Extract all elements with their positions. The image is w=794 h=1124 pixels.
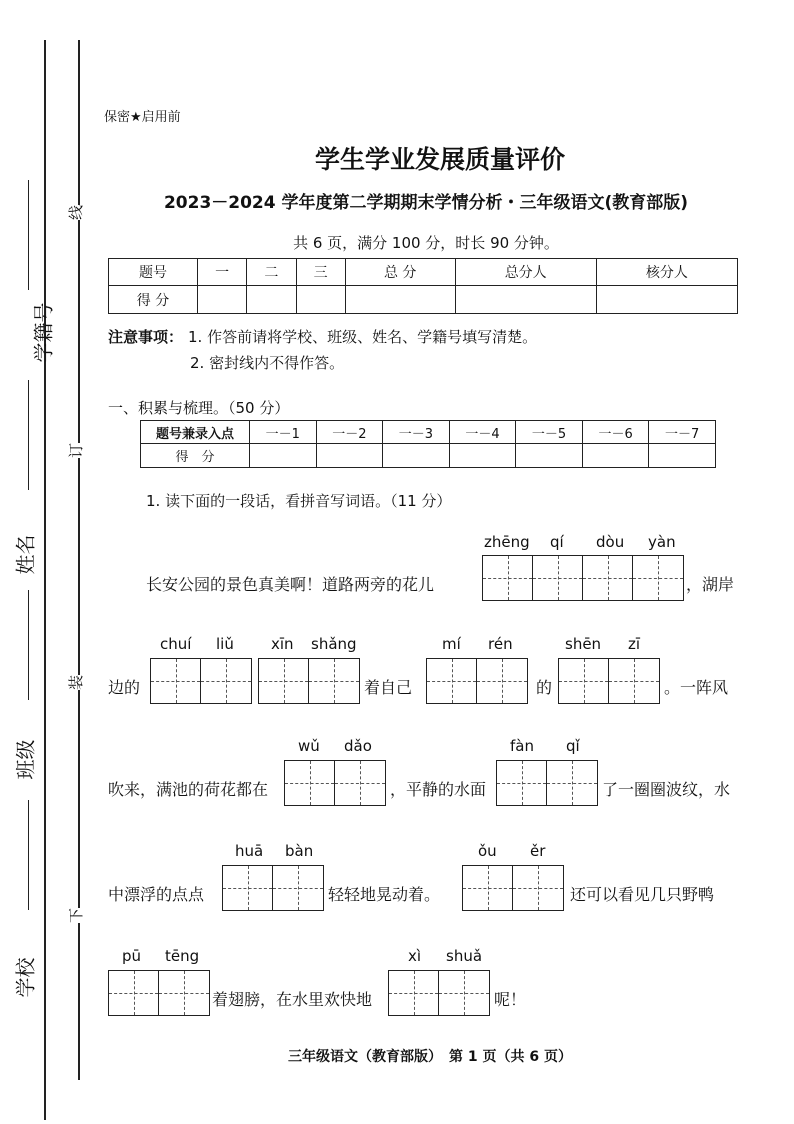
score-cell (198, 286, 247, 314)
secret-label: 保密★启用前 (104, 110, 181, 125)
section1-table-header: 一－3 (383, 421, 450, 444)
pinyin: dòu (596, 533, 625, 551)
seal-mark-cut: 订 (67, 442, 86, 459)
pinyin: qǐ (566, 737, 580, 755)
pinyin: fàn (510, 737, 534, 755)
pinyin: xīn (271, 635, 294, 653)
score-cell (345, 286, 455, 314)
pinyin: mí (442, 635, 461, 653)
pinyin: shǎng (311, 635, 357, 653)
pinyin: qí (550, 533, 564, 551)
passage-text: ，湖岸 (686, 575, 735, 594)
passage-text: 轻轻地晃动着。 (328, 885, 441, 904)
pinyin: bàn (285, 842, 314, 860)
pinyin: dǎo (344, 737, 372, 755)
pinyin: shuǎ (446, 947, 483, 965)
page-footer: 三年级语文（教育部版） 第 1 页（共 6 页） (288, 1049, 572, 1065)
answer-grid-xinshang[interactable] (258, 658, 360, 704)
score-table-header: 总分人 (455, 259, 596, 286)
answer-grid-wudao[interactable] (284, 760, 386, 806)
pinyin: tēng (165, 947, 200, 965)
passage-text: 了一圈圈波纹，水 (602, 780, 731, 799)
section1-table-header: 一－2 (316, 421, 383, 444)
section1-score-cell (516, 444, 583, 468)
pinyin: zī (628, 635, 641, 653)
pinyin: shēn (565, 635, 602, 653)
pinyin: rén (488, 635, 513, 653)
score-table-header: 总 分 (345, 259, 455, 286)
passage-text: 中漂浮的点点 (108, 885, 205, 904)
pinyin: ěr (530, 842, 546, 860)
pinyin: huā (235, 842, 264, 860)
notes-item-2: 2. 密封线内不得作答。 (190, 354, 345, 372)
section1-row-label: 得 分 (141, 444, 250, 468)
exam-subtitle: 2023－2024 学年度第二学期期末学情分析・三年级语文(教育部版) (163, 193, 689, 213)
pinyin: xì (408, 947, 422, 965)
answer-grid-shenzi[interactable] (558, 658, 660, 704)
pinyin: yàn (648, 533, 676, 551)
section1-heading: 一、积累与梳理。（50 分） (108, 399, 290, 417)
score-table-header: 二 (247, 259, 296, 286)
answer-grid-puteng[interactable] (108, 970, 210, 1016)
answer-grid-zhengqidouyan[interactable] (482, 555, 684, 601)
answer-grid-chuiliu[interactable] (150, 658, 252, 704)
section1-score-cell (383, 444, 450, 468)
section1-table-header: 一－1 (250, 421, 317, 444)
section1-score-cell (582, 444, 649, 468)
answer-grid-ouer[interactable] (462, 865, 564, 911)
class-label: 班级 (13, 739, 38, 780)
id-underline (28, 180, 29, 290)
notes-item-1: 1. 作答前请将学校、班级、姓名、学籍号填写清楚。 (188, 328, 538, 346)
section1-table-header: 题号兼录入点 (141, 421, 250, 444)
section1-score-cell (649, 444, 716, 468)
exam-title: 学生学业发展质量评价 (314, 145, 565, 174)
pinyin: wǔ (298, 737, 320, 755)
school-label: 学校 (13, 957, 38, 998)
score-row-label: 得 分 (109, 286, 198, 314)
answer-grid-huaban[interactable] (222, 865, 324, 911)
pinyin: ǒu (478, 842, 497, 860)
section1-table-header: 一－7 (649, 421, 716, 444)
score-table-header: 核分人 (596, 259, 737, 286)
passage-text: ，平静的水面 (390, 780, 487, 799)
passage-text: 长安公园的景色真美啊！道路两旁的花儿 (146, 575, 435, 594)
score-cell (247, 286, 296, 314)
seal-mark-line: 线 (67, 204, 86, 221)
section1-score-cell (250, 444, 317, 468)
passage-text: 。一阵风 (664, 678, 729, 697)
pinyin: liǔ (216, 635, 234, 653)
pinyin: zhēng (484, 533, 530, 551)
answer-grid-fanqi[interactable] (496, 760, 598, 806)
score-table-header: 题号 (109, 259, 198, 286)
answer-grid-miren[interactable] (426, 658, 528, 704)
score-table-header: 三 (296, 259, 345, 286)
class-underline (28, 590, 29, 700)
score-cell (296, 286, 345, 314)
score-table-header: 一 (198, 259, 247, 286)
section1-score-cell (316, 444, 383, 468)
section1-table-header: 一－6 (582, 421, 649, 444)
notes-label: 注意事项： (108, 328, 184, 346)
passage-text: 着翅膀，在水里欢快地 (212, 990, 373, 1009)
score-cell (455, 286, 596, 314)
section1-score-cell (449, 444, 516, 468)
binding-line-outer (44, 40, 46, 1120)
pinyin: chuí (160, 635, 192, 653)
passage-text: 的 (536, 678, 553, 697)
passage-text: 边的 (108, 678, 141, 697)
passage-text: 还可以看见几只野鸭 (570, 885, 715, 904)
exam-info: 共 6 页，满分 100 分，时长 90 分钟。 (293, 234, 559, 252)
name-underline (28, 380, 29, 490)
passage-text: 吹来，满池的荷花都在 (108, 780, 269, 799)
score-table (108, 258, 738, 314)
section1-score-table (140, 420, 716, 468)
answer-grid-xishua[interactable] (388, 970, 490, 1016)
school-underline (28, 800, 29, 910)
pinyin: pū (122, 947, 142, 965)
seal-mark-bind: 装 (67, 674, 86, 691)
passage-text: 着自己 (364, 678, 413, 697)
seal-mark-below: 下 (67, 907, 86, 924)
binding-line-inner (78, 40, 80, 1080)
section1-table-header: 一－4 (449, 421, 516, 444)
question1-prompt: 1. 读下面的一段话，看拼音写词语。（11 分） (146, 492, 452, 510)
name-label: 姓名 (13, 534, 38, 575)
score-cell (596, 286, 737, 314)
section1-table-header: 一－5 (516, 421, 583, 444)
passage-text: 呢！ (494, 990, 527, 1009)
student-id-label: 学籍号 (31, 302, 56, 363)
